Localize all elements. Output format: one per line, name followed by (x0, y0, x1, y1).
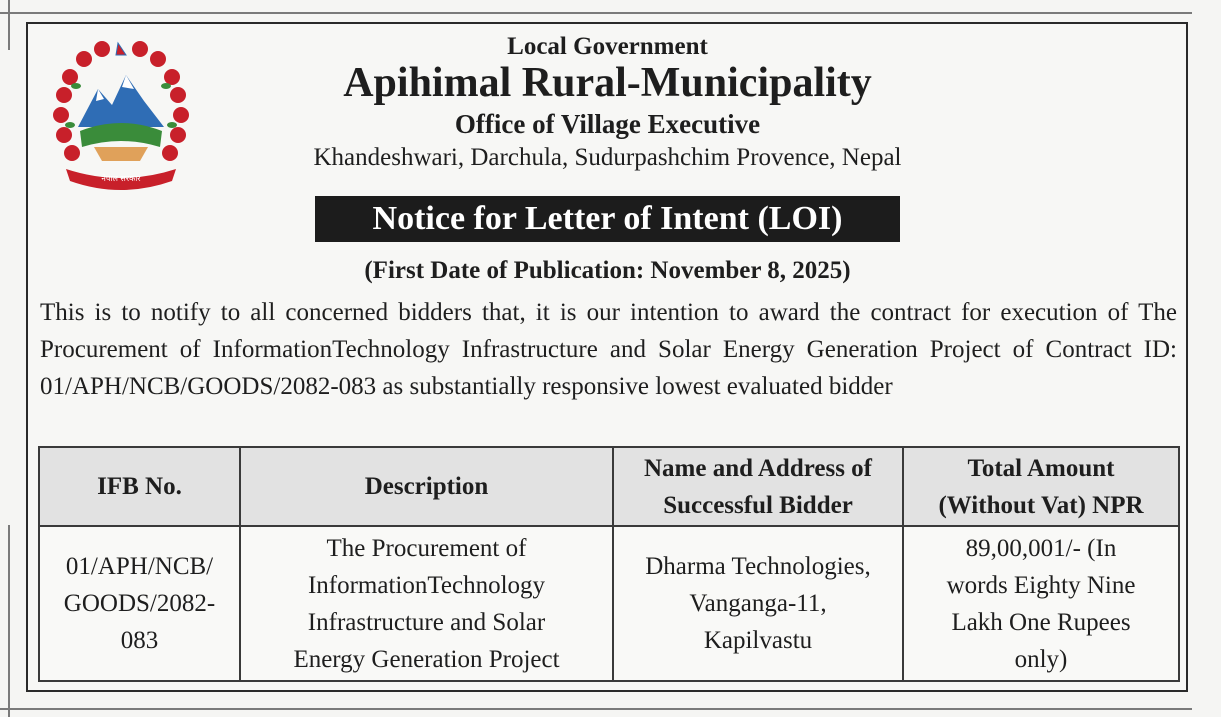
emblem-text: नेपाल सरकार (101, 174, 141, 183)
notice-title: Notice for Letter of Intent (LOI) (315, 196, 900, 242)
col-header-amount: Total Amount (Without Vat) NPR (903, 447, 1179, 526)
nepal-emblem-icon (40, 35, 202, 195)
municipality-name: Apihimal Rural-Municipality (343, 60, 872, 106)
notice-body: This is to notify to all concerned bidders that, it is our intention to award the contract for execution of The Procurement of InformationTechnology Infrastructure and Solar Energy Generation Project of Contract ID: 01/APH/NCB/GOODS/2082-083 as substantially responsive lowest evaluated bidder (40, 299, 1177, 400)
award-table (38, 446, 1180, 682)
office-name: Office of Village Executive (454, 109, 761, 139)
office-address: Khandeshwari, Darchula, Sudurpashchim Provence, Nepal (313, 144, 902, 171)
left-border-rule-lower (8, 525, 10, 717)
cell-amount: 89,00,001/- (In words Eighty Nine Lakh One Rupees only) (903, 526, 1179, 681)
bottom-border-rule (0, 708, 1192, 710)
left-border-rule (8, 0, 10, 50)
cell-ifb-number: 01/APH/NCB/ GOODS/2082- 083 (39, 526, 240, 681)
top-border-rule (0, 12, 1192, 14)
cell-description: The Procurement of InformationTechnology Infrastructure and Solar Energy Generation Project (240, 526, 613, 681)
col-header-description: Description (240, 447, 613, 526)
table-header-row (39, 447, 1179, 526)
table-row (39, 526, 1179, 681)
publication-date: (First Date of Publication: November 8, 2025) (364, 257, 851, 284)
local-government-label: Local Government (507, 33, 708, 60)
letterhead (215, 32, 1000, 174)
col-header-bidder: Name and Address of Successful Bidder (613, 447, 903, 526)
cell-bidder: Dharma Technologies, Vanganga-11, Kapilvastu (613, 526, 903, 681)
col-header-ifb: IFB No. (39, 447, 240, 526)
notice-title-bar (315, 196, 900, 242)
